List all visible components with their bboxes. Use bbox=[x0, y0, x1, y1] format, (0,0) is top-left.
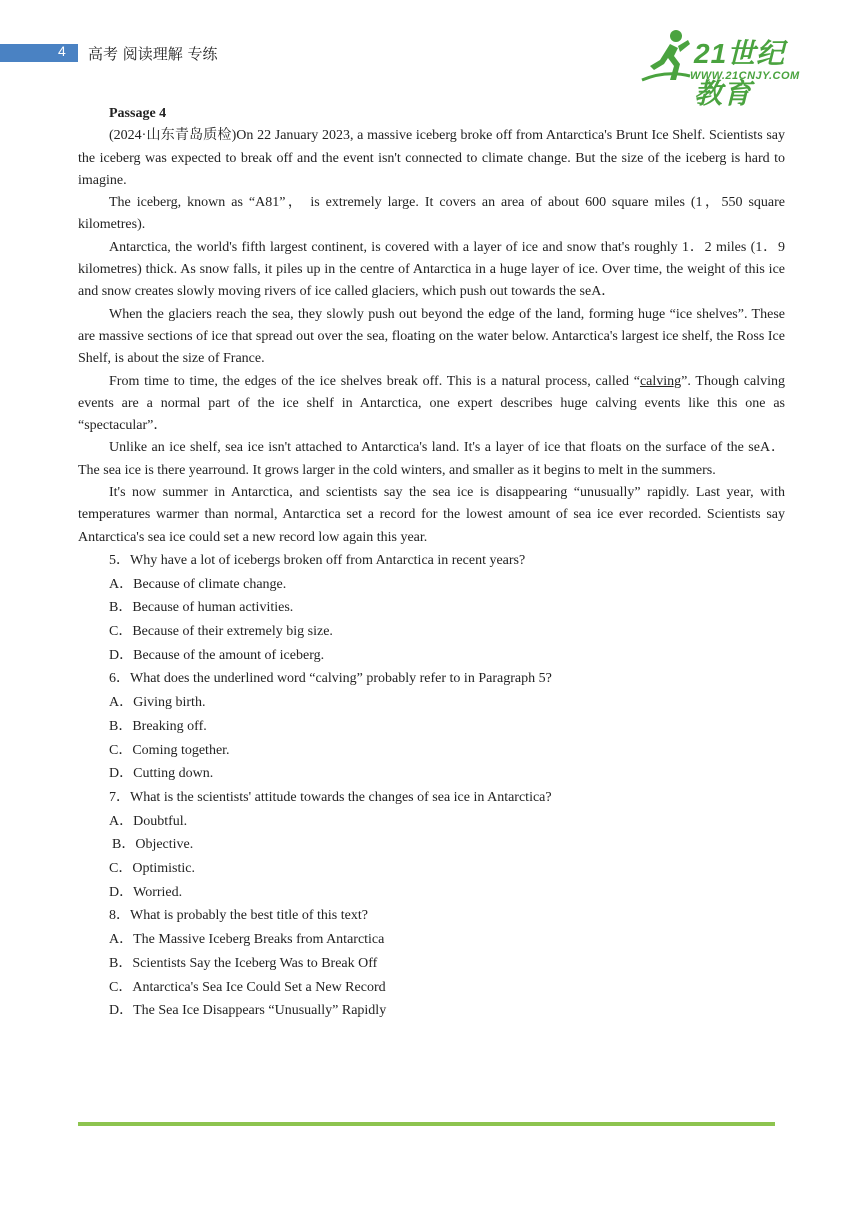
question-8: 8．What is probably the best title of this text? bbox=[109, 908, 368, 924]
question-6-option-c: C．Coming together. bbox=[109, 742, 230, 758]
question-7-option-b: B．Objective. bbox=[112, 837, 194, 853]
paragraph-1: (2024·山东青岛质检)On 22 January 2023, a massive iceberg broke off from Antarctica's Brunt Ice Shelf. Scientists say the iceberg was expected to break off and the event isn't connected to climate change. But the size of the iceberg is hard to imagine. bbox=[78, 128, 785, 188]
logo-url: WWW.21CNJY.COM bbox=[690, 70, 800, 82]
paragraph-6: Unlike an ice shelf, sea ice isn't attached to Antarctica's land. It's a layer of ice that floats on the surface of the seA． The sea ice is there yearround. It grows larger in the cold winters, and smaller as it begins to melt in the summers. bbox=[78, 440, 785, 478]
question-5-option-b: B．Because of human activities. bbox=[109, 600, 294, 616]
question-7-option-d: D．Worried. bbox=[109, 884, 183, 900]
logo-wordmark: 21世纪教育 bbox=[694, 38, 786, 109]
passage-content bbox=[78, 103, 785, 1023]
site-logo bbox=[640, 26, 810, 109]
question-5: 5．Why have a lot of icebergs broken off from Antarctica in recent years? bbox=[109, 552, 526, 568]
question-6-option-a: A．Giving birth. bbox=[109, 695, 206, 711]
question-6-option-d: D．Cutting down. bbox=[109, 766, 214, 782]
question-5-option-a: A．Because of climate change. bbox=[109, 576, 287, 592]
passage-title: Passage 4 bbox=[109, 106, 167, 121]
paragraph-5-after: ”. Though calving events are a normal part of the ice shelf in Antarctica, one expert describes huge calving events like this one as “spectacular”． bbox=[78, 373, 785, 434]
paragraph-2: The iceberg, known as “A81”， is extremely large. It covers an area of about 600 square miles (1，550 square kilometres). bbox=[78, 195, 785, 233]
question-8-option-a: A．The Massive Iceberg Breaks from Antarctica bbox=[109, 932, 385, 948]
question-8-option-d: D．The Sea Ice Disappears “Unusually” Rapidly bbox=[109, 1003, 387, 1019]
header-title: 高考 阅读理解 专练 bbox=[88, 45, 218, 63]
question-8-option-c: C．Antarctica's Sea Ice Could Set a New Record bbox=[109, 979, 386, 995]
paragraph-4: When the glaciers reach the sea, they slowly push out beyond the edge of the land, forming huge “ice shelves”. These are massive sections of ice that spread out over the sea, floating on the water below. Antarctica's largest ice shelf, the Ross Ice Shelf, is about the size of France. bbox=[78, 306, 785, 367]
runner-logo-icon bbox=[640, 26, 692, 84]
paragraph-5 bbox=[78, 371, 785, 438]
paragraph-7: It's now summer in Antarctica, and scientists say the sea ice is disappearing “unusually” rapidly. Last year, with temperatures warmer than normal, Antarctica set a record for the lowest amount of sea ice ever recorded. Scientists say Antarctica's sea ice could set a new record low again this year. bbox=[78, 485, 785, 545]
question-5-option-c: C．Because of their extremely big size. bbox=[109, 624, 333, 640]
footer-divider bbox=[78, 1122, 775, 1126]
question-7-option-c: C．Optimistic. bbox=[109, 861, 195, 877]
page-number: 4 bbox=[58, 43, 66, 59]
paragraph-5-before: From time to time, the edges of the ice shelves break off. This is a natural process, called “ bbox=[109, 373, 640, 389]
question-6-option-b: B．Breaking off. bbox=[109, 718, 207, 734]
header-accent-bar bbox=[0, 44, 78, 62]
question-5-option-d: D．Because of the amount of iceberg. bbox=[109, 647, 325, 663]
paragraph-3: Antarctica, the world's fifth largest continent, is covered with a layer of ice and snow that's roughly 1．2 miles (1．9 kilometres) thick. As snow falls, it piles up in the centre of Antarctica in a huge layer of ice. Over time, the weight of this ice and snow creates slowly moving rivers of ice called glaciers, which push out towards the seA． bbox=[78, 239, 785, 300]
underlined-word-calving: calving bbox=[639, 373, 682, 389]
question-6: 6．What does the underlined word “calving” probably refer to in Paragraph 5? bbox=[109, 671, 552, 687]
question-8-option-b: B．Scientists Say the Iceberg Was to Break Off bbox=[109, 955, 378, 971]
question-7: 7．What is the scientists' attitude towards the changes of sea ice in Antarctica? bbox=[109, 789, 552, 805]
question-7-option-a: A．Doubtful. bbox=[109, 813, 188, 829]
